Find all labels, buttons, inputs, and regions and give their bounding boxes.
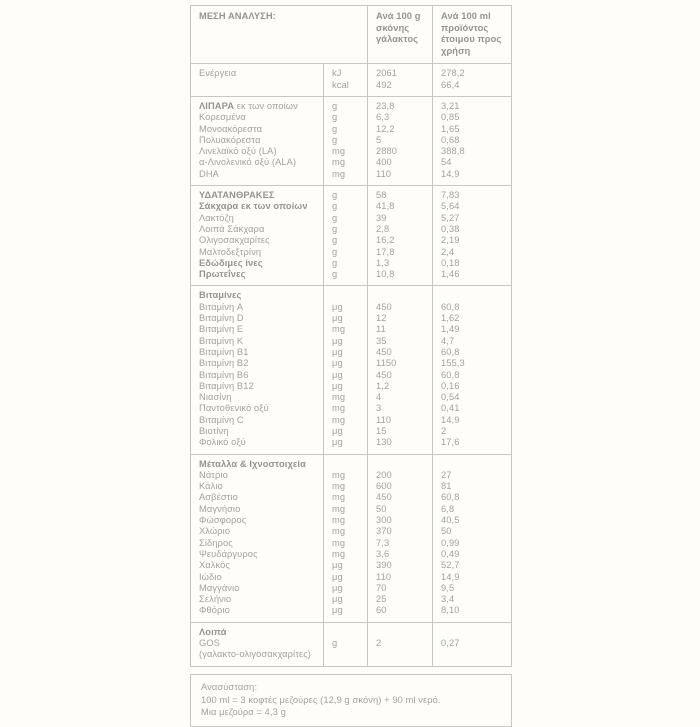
value-per-100g: 600 — [376, 481, 392, 492]
column-v2 — [432, 64, 511, 96]
value-per-100ml: 2,19 — [441, 235, 460, 246]
column-name — [191, 623, 323, 666]
column-v1 — [367, 455, 432, 622]
nutrient-unit: mg — [332, 515, 346, 526]
table-sections — [191, 63, 511, 665]
column-v1 — [367, 64, 432, 96]
value-per-100g: 25 — [376, 594, 387, 605]
nutrient-label: Χαλκός — [199, 560, 231, 571]
nutrient-label: Λακτόζη — [199, 212, 234, 223]
nutrient-label: Μονοακόρεστα — [199, 123, 263, 134]
value-per-100g: 16,2 — [376, 235, 395, 246]
nutrient-unit: mg — [332, 492, 346, 503]
value-per-100ml: 1,62 — [441, 313, 460, 324]
nutrient-label: Κάλιο — [199, 481, 223, 492]
nutrition-table — [190, 5, 512, 667]
header-title-cell — [191, 6, 367, 63]
nutrient-label: Λοιπά — [199, 626, 227, 637]
value-per-100ml: 0,49 — [441, 548, 460, 559]
value-per-100ml: 0,85 — [441, 112, 460, 123]
value-per-100g: 110 — [376, 168, 392, 179]
nutrient-unit: mg — [332, 324, 346, 335]
value-per-100g: 3 — [376, 403, 382, 414]
value-per-100g: 4 — [376, 392, 382, 403]
value-per-100g: 200 — [376, 469, 392, 480]
column-unit — [323, 186, 367, 285]
nutrient-label: Βιταμίνη B2 — [199, 358, 249, 369]
table-section-energy — [191, 63, 511, 96]
value-per-100ml: 14,9 — [441, 414, 460, 425]
nutrient-unit: kJ — [332, 68, 342, 79]
table-header-row — [191, 6, 511, 63]
nutrient-label: Ενέργεια — [199, 68, 237, 79]
nutrient-unit: g — [332, 100, 338, 111]
value-per-100ml: 60,8 — [441, 492, 460, 503]
nutrient-label: Βιταμίνη B6 — [199, 369, 249, 380]
column-v1 — [367, 623, 432, 666]
header-per-100g: Ανά 100 g σκόνης γάλακτος — [376, 11, 421, 45]
nutrient-label: Βιταμίνες — [199, 290, 242, 301]
nutrient-unit: μg — [332, 582, 343, 593]
nutrient-label: Πολυακόρεστα — [199, 134, 261, 145]
value-per-100g — [376, 290, 430, 301]
nutrient-unit: μg — [332, 437, 343, 448]
value-per-100ml: 52,7 — [441, 560, 460, 571]
nutrient-label: Ψευδάργυρος — [199, 548, 258, 559]
nutrient-label: (γαλακτο-ολιγοσακχαρίτες) — [199, 649, 311, 660]
nutrient-unit: mg — [332, 168, 346, 179]
value-per-100ml: 0,68 — [441, 134, 460, 145]
nutrient-unit: mg — [332, 503, 346, 514]
nutrient-label: Μαγγάνιο — [199, 582, 240, 593]
nutrient-unit — [332, 290, 365, 301]
column-unit — [323, 623, 367, 666]
value-per-100g: 15 — [376, 425, 387, 436]
column-v1 — [367, 97, 432, 185]
value-per-100g: 1,3 — [376, 257, 390, 268]
value-per-100ml: 54 — [441, 157, 452, 168]
nutrient-unit: mg — [332, 146, 346, 157]
nutrient-label: Πρωτεΐνες — [199, 269, 246, 280]
header-per-100g-cell — [367, 6, 432, 63]
value-per-100ml — [441, 290, 509, 301]
table-section-vitamins — [191, 285, 511, 453]
nutrient-label: ΥΔΑΤΑΝΘΡΑΚΕΣ — [199, 190, 275, 201]
nutrient-label: Φθόριο — [199, 605, 230, 616]
value-per-100ml: 1,49 — [441, 324, 460, 335]
nutrient-unit: mg — [332, 414, 346, 425]
nutrient-unit: g — [332, 257, 338, 268]
nutrient-unit — [332, 459, 365, 470]
nutrient-label: Φώσφορος — [199, 515, 247, 526]
nutrient-label: Μαγνήσιο — [199, 503, 241, 514]
nutrient-label: Παντοθενικό οξύ — [199, 403, 269, 414]
value-per-100g: 2880 — [376, 146, 398, 157]
table-section-minerals — [191, 454, 511, 622]
column-v1 — [367, 286, 432, 453]
value-per-100g: 39 — [376, 212, 387, 223]
value-per-100ml: 6,8 — [441, 503, 455, 514]
value-per-100g: 450 — [376, 346, 392, 357]
value-per-100g: 2,8 — [376, 223, 390, 234]
column-v2 — [432, 186, 511, 285]
value-per-100ml: 5,64 — [441, 201, 460, 212]
value-per-100g: 70 — [376, 582, 387, 593]
nutrient-label: Σίδηρος — [199, 537, 233, 548]
value-per-100g: 58 — [376, 190, 387, 201]
nutrient-unit: g — [332, 190, 338, 201]
value-per-100g: 2 — [376, 638, 382, 649]
reconstitution-title: Ανασύσταση: — [201, 681, 258, 692]
column-v2 — [432, 623, 511, 666]
value-per-100ml: 1,65 — [441, 123, 460, 134]
value-per-100ml: 14,9 — [441, 571, 460, 582]
value-per-100ml: 1,46 — [441, 269, 460, 280]
nutrient-unit: g — [332, 269, 338, 280]
value-per-100ml: 0,38 — [441, 223, 460, 234]
value-per-100g: 6,3 — [376, 112, 390, 123]
nutrient-unit: μg — [332, 301, 343, 312]
value-per-100g: 390 — [376, 560, 392, 571]
column-name — [191, 286, 323, 453]
nutrient-label: Βιοτίνη — [199, 425, 229, 436]
nutrient-label: Βιταμίνη K — [199, 335, 244, 346]
column-v2 — [432, 97, 511, 185]
nutrient-unit: μg — [332, 560, 343, 571]
value-per-100g: 10,8 — [376, 269, 395, 280]
value-per-100ml: 60,8 — [441, 346, 460, 357]
nutrient-label: Λινελαϊκό οξύ (LA) — [199, 146, 277, 157]
reconstitution-instruction: 100 ml = 3 κοφτές μεζούρες (12,9 g σκόνη) + 90 ml νερό. — [201, 694, 441, 705]
nutrient-unit: mg — [332, 469, 346, 480]
nutrient-label: Βιταμίνη D — [199, 313, 244, 324]
column-unit — [323, 97, 367, 185]
nutrient-unit: g — [332, 201, 338, 212]
nutrient-label: Εδώδιμες ίνες — [199, 257, 263, 268]
nutrient-unit: μg — [332, 358, 343, 369]
nutrient-label: Βιταμίνη B1 — [199, 346, 249, 357]
value-per-100ml: 17,6 — [441, 437, 460, 448]
nutrient-label: Νιασίνη — [199, 392, 232, 403]
column-unit — [323, 286, 367, 453]
value-per-100ml: 3,21 — [441, 100, 460, 111]
nutrient-label: GOS — [199, 638, 220, 649]
nutrient-unit: mg — [332, 157, 346, 168]
value-per-100g: 450 — [376, 492, 392, 503]
value-per-100g: 1150 — [376, 358, 397, 369]
value-per-100g: 7,3 — [376, 537, 390, 548]
nutrient-label: Ολιγοσακχαρίτες — [199, 235, 270, 246]
value-per-100g: 130 — [376, 437, 392, 448]
nutrient-label: Μαλτοδεξτρίνη — [199, 246, 262, 257]
nutrient-label: Σάκχαρα εκ των οποίων — [199, 201, 308, 212]
table-section-carbohydrates — [191, 185, 511, 285]
value-per-100ml: 9,5 — [441, 582, 455, 593]
nutrient-label: Νάτριο — [199, 469, 228, 480]
nutrient-unit: μg — [332, 425, 343, 436]
value-per-100ml: 0,18 — [441, 257, 460, 268]
nutrient-label: Βιταμίνη A — [199, 301, 244, 312]
nutrient-label: Βιταμίνη C — [199, 414, 244, 425]
nutrient-unit: mg — [332, 403, 346, 414]
value-per-100ml: 14,9 — [441, 168, 460, 179]
header-per-100ml: Ανά 100 ml προϊόντος έτοιμου προς χρήση — [441, 11, 502, 56]
nutrient-unit: μg — [332, 605, 343, 616]
value-per-100g: 3,6 — [376, 548, 390, 559]
nutrient-unit: μg — [332, 335, 343, 346]
nutrient-unit: g — [332, 112, 338, 123]
value-per-100ml: 27 — [441, 469, 452, 480]
nutrient-unit: kcal — [332, 79, 349, 90]
value-per-100ml: 7,83 — [441, 190, 460, 201]
nutrient-label: DHA — [199, 168, 219, 179]
nutrient-label: Ασβέστιο — [199, 492, 238, 503]
column-name — [191, 455, 323, 622]
nutrient-label: Ιώδιο — [199, 571, 222, 582]
nutrient-label: Σελήνιο — [199, 594, 232, 605]
column-v2 — [432, 286, 511, 453]
nutrient-unit: g — [332, 212, 338, 223]
value-per-100ml: 66,4 — [441, 79, 460, 90]
nutrient-unit: μg — [332, 571, 343, 582]
value-per-100ml: 0,41 — [441, 403, 460, 414]
value-per-100g: 23,8 — [376, 100, 395, 111]
value-per-100g: 110 — [376, 414, 392, 425]
value-per-100g: 41,8 — [376, 201, 395, 212]
value-per-100g: 50 — [376, 503, 387, 514]
column-name — [191, 186, 323, 285]
nutrient-label: Βιταμίνη B12 — [199, 380, 254, 391]
value-per-100ml: 3,4 — [441, 594, 455, 605]
value-per-100g: 450 — [376, 369, 392, 380]
value-per-100ml: 81 — [441, 481, 452, 492]
value-per-100g: 12 — [376, 313, 387, 324]
value-per-100ml: 50 — [441, 526, 452, 537]
value-per-100ml: 2,4 — [441, 246, 455, 257]
table-section-other — [191, 622, 511, 666]
nutrient-unit: mg — [332, 481, 346, 492]
nutrient-label: Φολικό οξύ — [199, 437, 246, 448]
nutrient-unit: g — [332, 134, 338, 145]
nutrient-unit: g — [332, 123, 338, 134]
table-section-fats — [191, 96, 511, 185]
value-per-100ml: 388,8 — [441, 146, 465, 157]
value-per-100g: 300 — [376, 515, 392, 526]
nutrient-unit: g — [332, 246, 338, 257]
column-name — [191, 64, 323, 96]
nutrient-unit: μg — [332, 594, 343, 605]
nutrient-unit: μg — [332, 380, 343, 391]
nutrient-unit: g — [332, 638, 338, 649]
value-per-100ml: 60,8 — [441, 301, 460, 312]
value-per-100ml: 8,10 — [441, 605, 460, 616]
nutrient-unit: mg — [332, 548, 346, 559]
value-per-100g: 17,8 — [376, 246, 395, 257]
value-per-100g: 11 — [376, 324, 386, 335]
value-per-100ml: 0,99 — [441, 537, 460, 548]
value-per-100g: 2061 — [376, 68, 398, 79]
nutrient-label: Κορεσμένα — [199, 112, 246, 123]
value-per-100ml: 60,8 — [441, 369, 460, 380]
value-per-100g — [376, 459, 430, 470]
value-per-100ml: 5,27 — [441, 212, 460, 223]
nutrient-unit: mg — [332, 537, 346, 548]
value-per-100ml: 2 — [441, 425, 447, 436]
nutrient-unit: g — [332, 223, 338, 234]
header-title: ΜΕΣΗ ΑΝΑΛΥΣΗ: — [199, 11, 276, 21]
column-name — [191, 97, 323, 185]
value-per-100ml: 4,7 — [441, 335, 455, 346]
value-per-100g: 400 — [376, 157, 392, 168]
header-per-100ml-cell — [432, 6, 511, 63]
column-unit — [323, 455, 367, 622]
column-v1 — [367, 186, 432, 285]
value-per-100g: 35 — [376, 335, 387, 346]
nutrient-label: Λοιπά Σάκχαρα — [199, 223, 265, 234]
scoop-size-note: Μια μεζούρα = 4,3 g — [201, 707, 286, 718]
value-per-100g: 12,2 — [376, 123, 395, 134]
value-per-100g: 5 — [376, 134, 382, 145]
value-per-100ml: 0,27 — [441, 638, 460, 649]
value-per-100g: 492 — [376, 79, 392, 90]
nutrient-label: Χλώριο — [199, 526, 231, 537]
value-per-100ml: 0,16 — [441, 380, 460, 391]
value-per-100ml: 155,3 — [441, 358, 465, 369]
nutrient-unit: g — [332, 235, 338, 246]
value-per-100ml: 278,2 — [441, 68, 465, 79]
value-per-100ml — [441, 459, 509, 470]
nutrient-unit: mg — [332, 526, 346, 537]
nutrient-unit: μg — [332, 346, 343, 357]
value-per-100ml: 0,54 — [441, 392, 460, 403]
nutrient-label: Μέταλλα & Ιχνοστοιχεία — [199, 458, 306, 469]
value-per-100g: 1,2 — [376, 380, 390, 391]
nutrient-unit: μg — [332, 369, 343, 380]
column-unit — [323, 64, 367, 96]
value-per-100g: 110 — [376, 571, 392, 582]
nutrient-label: Βιταμίνη E — [199, 324, 244, 335]
nutrient-unit: mg — [332, 392, 346, 403]
value-per-100ml: 40,5 — [441, 515, 460, 526]
value-per-100g: 370 — [376, 526, 392, 537]
nutrition-panel — [190, 5, 512, 727]
column-v2 — [432, 455, 511, 622]
nutrient-unit: μg — [332, 313, 343, 324]
reconstitution-note — [190, 674, 512, 727]
value-per-100g: 60 — [376, 605, 387, 616]
value-per-100g: 450 — [376, 301, 392, 312]
nutrient-label: α-Λινολενικό οξύ (ALA) — [199, 157, 297, 168]
nutrient-label: ΛΙΠΑΡΑ εκ των οποίων — [199, 100, 298, 111]
